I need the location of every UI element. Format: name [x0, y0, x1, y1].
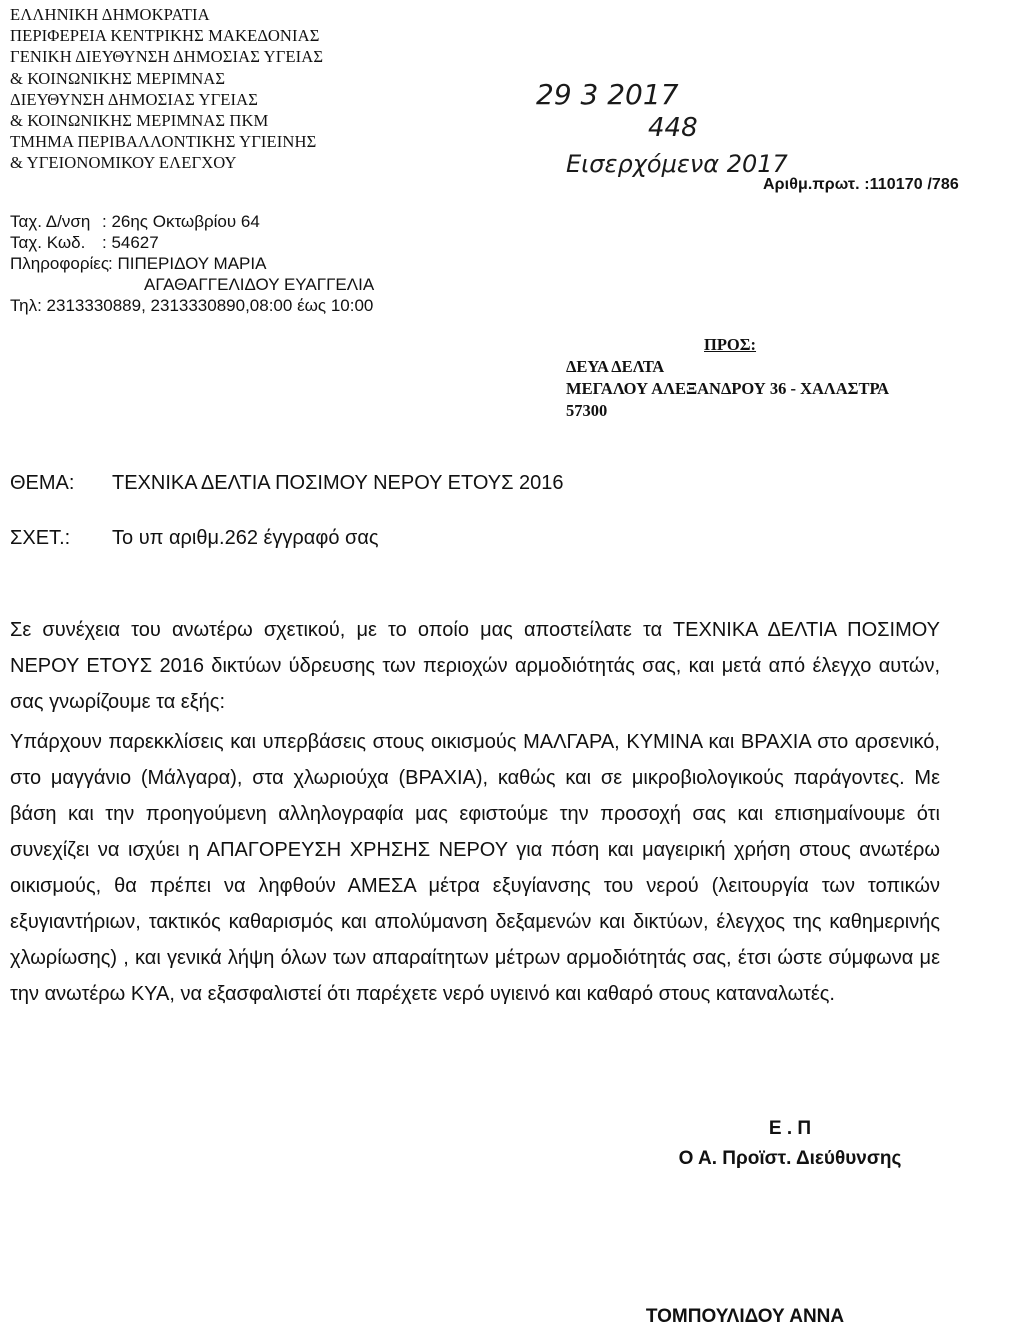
address-line — [10, 211, 374, 232]
body-paragraph: Υπάρχουν παρεκκλίσεις και υπερβάσεις στους οικισμούς ΜΑΛΓΑΡΑ, ΚΥΜΙΝΑ και ΒΡΑΧΙΑ στο αρσενικό, στο μαγγάνιο (Μάλγαρα), στα χλωριούχα (ΒΡΑΧΙΑ), καθώς και σε μικροβιολογικούς παράγοντες. Με βάση και την προηγούμενη αλληλογραφία μας εφιστούμε την προσοχή σας και επισημαίνουμε ότι συνεχίζει να ισχύει η ΑΠΑΓΟΡΕΥΣΗ ΧΡΗΣΗΣ ΝΕΡΟΥ για πόση και μαγειρική χρήση στους ανωτέρω οικισμούς, θα πρέπει να ληφθούν ΑΜΕΣΑ μέτρα εξυγίανσης του νερού (λειτουργία των τοπικών εξυγιαντήριων, τακτικός καθαρισμός και απολύμανση δεξαμενών και δικτύων, έλεγχος της καθημερινής χλωρίωσης) , και γενικά λήψη όλων των απαραίτητων μέτρων αρμοδιότητάς σας, έτσι ώστε σύμφωνα με την ανωτέρω ΚΥΑ, να εξασφαλιστεί ότι παρέχετε νερό υγιεινό και καθαρό στους καταναλωτές. — [10, 731, 940, 1005]
recipient-name: ΔΕΥΑ ΔΕΛΤΑ — [566, 357, 665, 376]
postcode-line — [10, 232, 374, 253]
body-paragraph: Σε συνέχεια του ανωτέρω σχετικού, με το οποίο μας αποστείλατε τα ΤΕΧΝΙΚΑ ΔΕΛΤΙΑ ΠΟΣΙΜΟΥ ΝΕΡΟΥ ΕΤΟΥΣ 2016 δικτύων ύδρευσης των περιοχών αρμοδιότητάς σας, και μετά από έλεγχο αυτών, σας γνωρίζουμε τα εξής: — [10, 619, 940, 713]
info-label: Πληροφορίες — [10, 254, 110, 273]
signature-role: Ο Α. Προϊστ. Διεύθυνσης — [678, 1148, 902, 1169]
protocol-number — [763, 175, 959, 195]
header-line: ΠΕΡΙΦΕΡΕΙΑ ΚΕΝΤΡΙΚΗΣ ΜΑΚΕΔΟΝΙΑΣ — [10, 26, 320, 46]
reference-label: ΣΧΕΤ.: — [10, 527, 71, 549]
subject-value: ΤΕΧΝΙΚΑ ΔΕΛΤΙΑ ΠΟΣΙΜΟΥ ΝΕΡΟΥ ΕΤΟΥΣ 2016 — [112, 472, 564, 494]
recipient-postcode: 57300 — [566, 401, 608, 420]
info-value-2: ΑΓΑΘΑΓΓΕΛΙΔΟΥ ΕΥΑΓΓΕΛΙΑ — [144, 275, 375, 294]
recipient-address: ΜΕΓΑΛΟΥ ΑΛΕΞΑΝΔΡΟΥ 36 - ΧΑΛΑΣΤΡΑ — [566, 379, 890, 398]
handwritten-number: 448 — [648, 113, 698, 143]
header-line: ΓΕΝΙΚΗ ΔΙΕΥΘΥΝΣΗ ΔΗΜΟΣΙΑΣ ΥΓΕΙΑΣ — [10, 47, 324, 67]
reference-line — [10, 526, 379, 550]
reference-value: Το υπ αριθμ.262 έγγραφό σας — [112, 527, 379, 549]
phone-line: Τηλ: 2313330889, 2313330890,08:00 έως 10:00 — [10, 296, 374, 315]
letter-body — [10, 612, 940, 1012]
handwritten-note: Εισερχόμενα 2017 — [566, 150, 788, 178]
header-line: ΕΛΛΗΝΙΚΗ ΔΗΜΟΚΡΑΤΙΑ — [10, 5, 210, 24]
header-line: & ΥΓΕΙΟΝΟΜΙΚΟΥ ΕΛΕΓΧΟΥ — [10, 153, 237, 173]
signature-block — [650, 1114, 930, 1174]
info-line-2 — [10, 274, 374, 295]
address-value: : 26ης Οκτωβρίου 64 — [102, 212, 260, 231]
info-line — [10, 253, 374, 274]
header-line: & ΚΟΙΝΩΝΙΚΗΣ ΜΕΡΙΜΝΑΣ ΠΚΜ — [10, 111, 269, 131]
protocol-label: Αριθμ.πρωτ. — [763, 176, 860, 193]
recipient-heading: ΠΡΟΣ: — [704, 335, 757, 354]
header-line: & ΚΟΙΝΩΝΙΚΗΣ ΜΕΡΙΜΝΑΣ — [10, 68, 226, 88]
signature-title-abbrev: Ε . Π — [768, 1118, 812, 1139]
postcode-value: : 54627 — [102, 233, 159, 252]
subject-line — [10, 471, 564, 495]
protocol-value: :110170 /786 — [864, 176, 959, 193]
handwritten-date: 29 3 2017 — [536, 78, 679, 111]
address-label: Ταχ. Δ/νση — [10, 212, 91, 231]
header-line: ΤΜΗΜΑ ΠΕΡΙΒΑΛΛΟΝΤΙΚΗΣ ΥΓΙΕΙΝΗΣ — [10, 132, 317, 152]
recipient-block — [566, 334, 889, 422]
header-line: ΔΙΕΥΘΥΝΣΗ ΔΗΜΟΣΙΑΣ ΥΓΕΙΑΣ — [10, 89, 258, 109]
info-value: : ΠΙΠΕΡΙΔΟΥ ΜΑΡΙΑ — [108, 254, 267, 273]
contact-block — [10, 211, 374, 316]
signatory-name: ΤΟΜΠΟΥΛΙΔΟΥ ΑΝΝΑ — [645, 1306, 845, 1327]
postcode-label: Ταχ. Κωδ. — [10, 233, 86, 252]
subject-label: ΘΕΜΑ: — [10, 472, 75, 494]
issuer-header — [10, 4, 323, 174]
